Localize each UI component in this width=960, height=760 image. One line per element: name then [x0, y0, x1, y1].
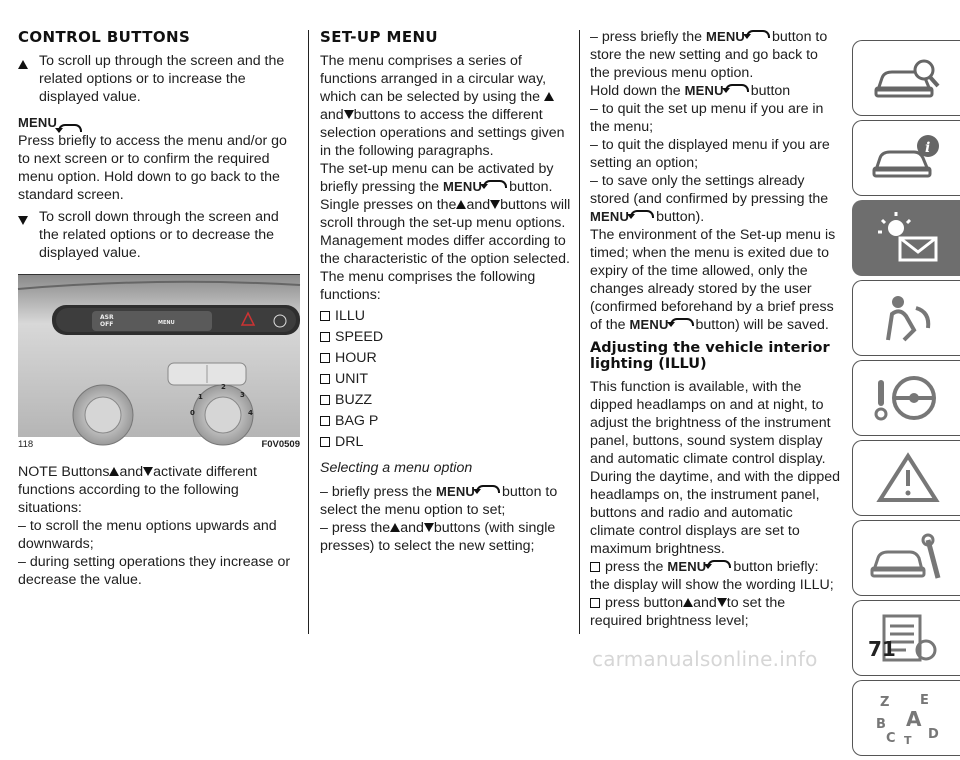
menu-options-list — [320, 306, 572, 453]
down-arrow-icon — [490, 200, 500, 209]
column-control-buttons — [18, 28, 300, 589]
tab-starting-driving[interactable] — [852, 360, 960, 436]
down-arrow-icon — [344, 110, 354, 119]
figure-code: F0V0509 — [261, 439, 300, 450]
up-arrow-icon — [109, 467, 119, 476]
index-icon — [870, 690, 944, 746]
tab-safety[interactable] — [852, 280, 960, 356]
list-item: SPEED — [320, 327, 572, 348]
select-step-1: – briefly press the MENU button to select the menu option to set; — [320, 484, 558, 518]
section-title-control-buttons: CONTROL BUTTONS — [18, 28, 191, 46]
timed-environment-paragraph: The environment of the Set-up menu is timed; when the menu is exited due to expiry of the time allowed, only the changes already stored by the user (confirmed beforehand by a brief press of the MENU button) will be saved. — [590, 227, 836, 333]
dial-label-3: 3 — [240, 391, 245, 399]
dashboard-lights-icon — [870, 210, 944, 266]
checkbox-bullet-icon — [590, 598, 600, 608]
checkbox-bullet-icon — [320, 437, 330, 447]
setup-scroll-paragraph: Single presses on the and buttons will scroll through the set-up menu options. — [320, 197, 571, 231]
checkbox-bullet-icon — [320, 311, 330, 321]
setup-modes-paragraph: Management modes differ according to the characteristic of the option selected. — [320, 233, 570, 267]
tab-car-info-search[interactable] — [852, 40, 960, 116]
menu-return-icon — [483, 180, 507, 188]
list-item: BAG P — [320, 411, 572, 432]
list-item: UNIT — [320, 369, 572, 390]
illu-step-1: press the MENU button briefly: the display will show the wording ILLU; — [590, 559, 834, 593]
select-step-2: – press the and buttons (with single presses) to select the new setting; — [320, 520, 556, 554]
dashboard-panel-photo — [18, 275, 300, 437]
menu-return-icon — [746, 30, 770, 38]
note-item-setting: – during setting operations they increase or decrease the value. — [18, 554, 291, 588]
setup-functions-paragraph: The menu comprises the following functions: — [320, 269, 536, 303]
down-arrow-icon — [717, 598, 727, 607]
column-setup-continued — [590, 28, 840, 630]
down-button-description — [18, 208, 300, 262]
up-arrow-icon — [683, 598, 693, 607]
illu-step-2: press button and to set the required brightness level; — [590, 595, 786, 629]
down-arrow-icon — [18, 216, 28, 225]
dial-label-2: 2 — [221, 383, 226, 391]
safety-airbag-icon — [870, 290, 944, 346]
hold-item-save: – to save only the settings already stored (and confirmed by pressing the MENU button). — [590, 173, 829, 225]
svg-text:B: B — [875, 717, 886, 732]
tab-car-info[interactable] — [852, 120, 960, 196]
menu-label: MENU — [18, 115, 58, 130]
car-info-search-icon — [870, 50, 944, 106]
column-divider-1 — [308, 30, 309, 634]
list-item: BUZZ — [320, 390, 572, 411]
menu-return-icon — [670, 318, 694, 326]
column-divider-2 — [579, 30, 580, 634]
menu-return-icon — [707, 560, 731, 568]
up-button-text: To scroll up through the screen and the related options or to increase the displayed value. — [39, 53, 285, 105]
svg-text:C: C — [885, 731, 896, 746]
watermark: carmanualsonline.info — [592, 647, 818, 671]
list-item: ILLU — [320, 306, 572, 327]
menu-return-icon — [58, 124, 82, 132]
checkbox-bullet-icon — [320, 374, 330, 384]
illu-daytime-paragraph: During the daytime, and with the dipped headlamps on, the instrument panel, buttons and radio and automatic climate control displays are set to maximum brightness. — [590, 469, 841, 557]
svg-text:A: A — [905, 707, 921, 731]
menu-return-icon — [725, 84, 749, 92]
up-button-description — [18, 52, 300, 106]
off-label: OFF — [100, 321, 114, 328]
starting-driving-icon — [870, 370, 944, 426]
dial-label-1: 1 — [198, 393, 203, 401]
hold-item-quit-menu: – to quit the set up menu if you are in the menu; — [590, 101, 824, 135]
tab-index[interactable] — [852, 680, 960, 756]
checkbox-bullet-icon — [320, 416, 330, 426]
checkbox-bullet-icon — [320, 332, 330, 342]
up-arrow-icon — [390, 523, 400, 532]
menu-button-text: Press briefly to access the menu and/or go to next screen or to confirm the required menu option. Hold down to go back to the standard screen. — [18, 133, 287, 203]
svg-text:D: D — [927, 727, 939, 742]
up-arrow-icon — [544, 92, 554, 101]
list-item: HOUR — [320, 348, 572, 369]
asr-label: ASR — [100, 314, 114, 321]
down-arrow-icon — [424, 523, 434, 532]
menu-button-description — [18, 114, 300, 204]
up-arrow-icon — [456, 200, 466, 209]
panel-menu-label: MENU — [158, 320, 175, 326]
car-maintenance-icon — [870, 530, 944, 586]
up-arrow-icon — [18, 60, 28, 69]
hold-item-quit-option: – to quit the displayed menu if you are setting an option; — [590, 137, 830, 171]
figure-number: 118 — [18, 439, 34, 450]
section-title-setup-menu: SET-UP MENU — [320, 28, 439, 46]
setup-activate-paragraph: The set-up menu can be activated by briefly pressing the MENU button. — [320, 161, 554, 195]
setup-intro-paragraph: The menu comprises a series of functions arranged in a circular way, which can be selected by using the and buttons to access the different selection operations and settings given in the following paragraphs. — [320, 53, 565, 159]
dashboard-buttons-figure — [18, 274, 300, 436]
car-info-icon — [870, 130, 944, 186]
dial-label-0: 0 — [190, 409, 195, 417]
page-number: 71 — [868, 637, 896, 661]
tab-maintenance[interactable] — [852, 520, 960, 596]
note-item-scroll: – to scroll the menu options upwards and downwards; — [18, 518, 277, 552]
figure-caption — [18, 439, 300, 451]
checkbox-bullet-icon — [590, 562, 600, 572]
menu-return-icon — [476, 485, 500, 493]
hold-down-intro: Hold down the MENU button — [590, 83, 791, 99]
column-setup-menu — [320, 28, 572, 555]
warning-triangle-icon — [870, 450, 944, 506]
list-item: DRL — [320, 432, 572, 453]
down-button-text: To scroll down through the screen and the related options or to decrease the displayed value. — [39, 209, 279, 261]
note-paragraph: NOTE Buttons and activate different functions according to the following situations: — [18, 464, 257, 516]
svg-text:T: T — [903, 734, 912, 747]
illu-availability-paragraph: This function is available, with the dipped headlamps on and at night, to adjust the brightness of the instrument panel, buttons, sound system display and automatic climate control display. — [590, 379, 831, 467]
down-arrow-icon — [143, 467, 153, 476]
menu-return-icon — [630, 210, 654, 218]
svg-text:i: i — [924, 140, 930, 156]
store-setting-step: – press briefly the MENU button to store the new setting and go back to the previous menu option. — [590, 29, 828, 81]
svg-text:Z: Z — [879, 695, 889, 710]
tab-emergency[interactable] — [852, 440, 960, 516]
subsection-title-illu: Adjusting the vehicle interior lighting (ILLU) — [590, 340, 830, 372]
svg-text:E: E — [919, 693, 929, 708]
checkbox-bullet-icon — [320, 395, 330, 405]
tab-dashboard-lights[interactable] — [852, 200, 960, 276]
checkbox-bullet-icon — [320, 353, 330, 363]
dial-label-4: 4 — [248, 409, 253, 417]
selecting-option-heading: Selecting a menu option — [320, 460, 473, 476]
